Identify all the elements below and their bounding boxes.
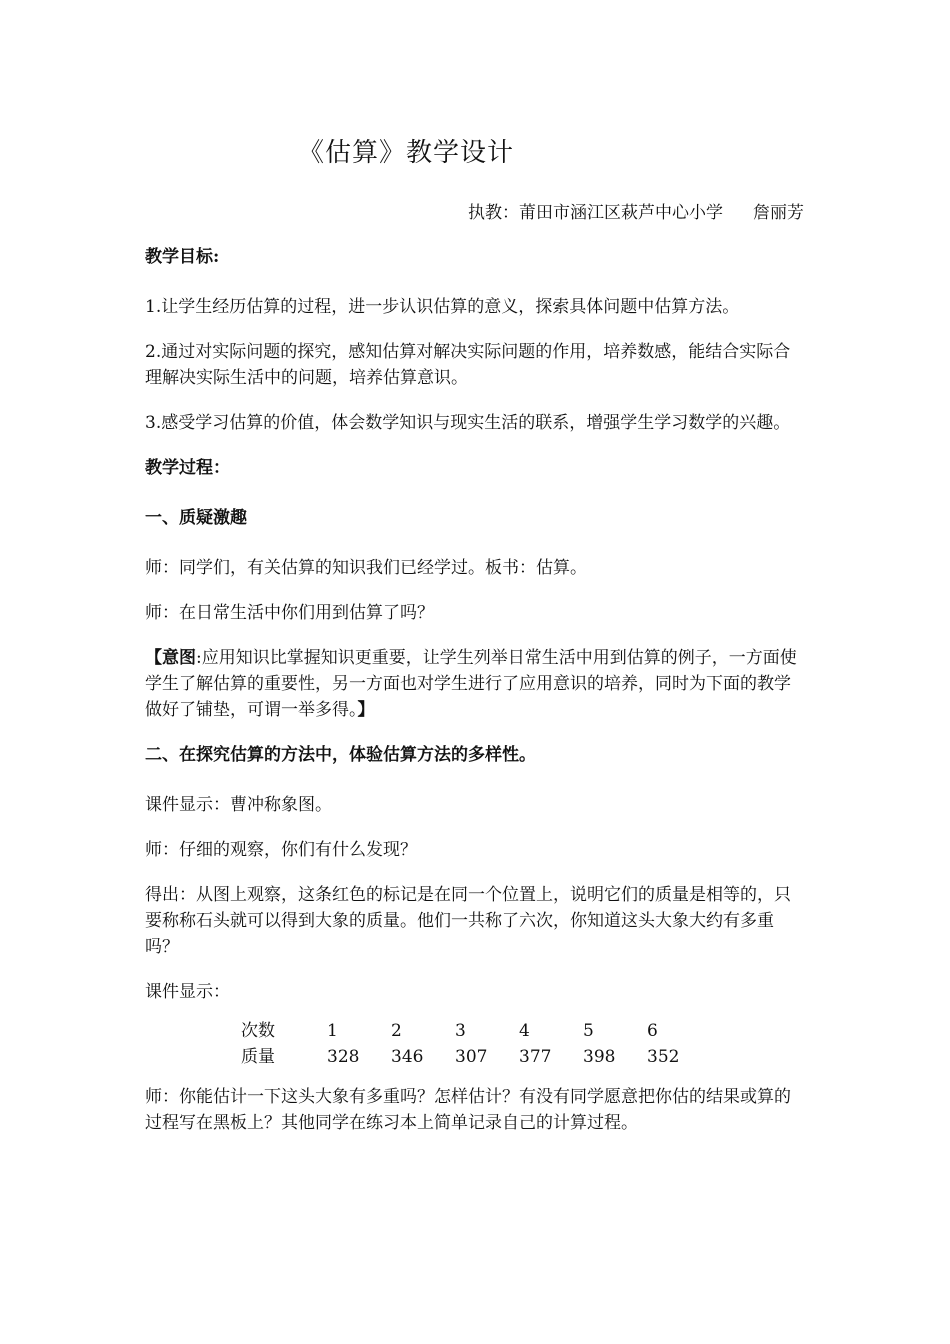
row-label-weights: 质量 <box>241 1047 275 1067</box>
author-name: 詹丽芳 <box>753 203 804 223</box>
process-heading: 教学过程： <box>145 458 230 478</box>
row-label-counts: 次数 <box>241 1021 275 1041</box>
document-title: 《估算》教学设计 <box>298 138 515 168</box>
weights-table <box>241 1018 711 1070</box>
author-school: 执教：莆田市涵江区萩芦中心小学 <box>468 203 723 223</box>
count-cell: 1 <box>327 1021 338 1041</box>
intent-paragraph <box>145 645 807 723</box>
section1-line-2: 师：在日常生活中你们用到估算了吗？ <box>145 603 434 623</box>
intent-text: :应用知识比掌握知识更重要，让学生列举日常生活中用到估算的例子，一方面使学生了解估算的重要性，另一方面也对学生进行了应用意识的培养，同时为下面的教学做好了铺垫，可谓一举多得。 <box>145 648 797 720</box>
count-cell: 2 <box>391 1021 402 1041</box>
count-cell: 3 <box>455 1021 466 1041</box>
intent-close-bracket: 】 <box>357 700 375 720</box>
weight-cell: 346 <box>391 1047 424 1067</box>
author-line <box>468 198 804 223</box>
goal-item-3: 3.感受学习估算的价值，体会数学知识与现实生活的联系，增强学生学习数学的兴趣。 <box>145 413 791 433</box>
weight-cell: 328 <box>327 1047 360 1067</box>
intent-open-bracket: 【 <box>145 648 162 668</box>
weight-cell: 398 <box>583 1047 616 1067</box>
section2-heading: 二、在探究估算的方法中，体验估算方法的多样性。 <box>145 745 536 765</box>
section2-line-1: 课件显示：曹冲称象图。 <box>145 795 332 815</box>
section1-heading: 一、质疑激趣 <box>145 508 247 528</box>
count-cell: 6 <box>647 1021 658 1041</box>
document-body <box>145 244 807 1155</box>
weight-cell: 377 <box>519 1047 552 1067</box>
count-cell: 4 <box>519 1021 530 1041</box>
intent-label: 意图 <box>162 648 196 668</box>
section2-line-4: 课件显示： <box>145 982 230 1002</box>
goal-item-1: 1.让学生经历估算的过程，进一步认识估算的意义，探索具体问题中估算方法。 <box>145 297 740 317</box>
table-row-weights <box>241 1044 711 1070</box>
weight-cell: 352 <box>647 1047 680 1067</box>
weight-cell: 307 <box>455 1047 488 1067</box>
section1-line-1: 师：同学们，有关估算的知识我们已经学过。板书：估算。 <box>145 558 587 578</box>
section2-line-3: 得出：从图上观察，这条红色的标记是在同一个位置上，说明它们的质量是相等的，只要称称石头就可以得到大象的质量。他们一共称了六次，你知道这头大象大约有多重吗？ <box>145 885 791 957</box>
section2-line-5: 师：你能估计一下这头大象有多重吗？怎样估计？有没有同学愿意把你估的结果或算的过程写在黑板上？其他同学在练习本上简单记录自己的计算过程。 <box>145 1087 791 1133</box>
section2-line-2: 师：仔细的观察，你们有什么发现？ <box>145 840 417 860</box>
goal-item-2: 2.通过对实际问题的探究，感知估算对解决实际问题的作用，培养数感，能结合实际合理解决实际生活中的问题，培养估算意识。 <box>145 342 791 388</box>
goals-heading: 教学目标: <box>145 247 220 267</box>
count-cell: 5 <box>583 1021 594 1041</box>
table-row-counts <box>241 1018 711 1044</box>
